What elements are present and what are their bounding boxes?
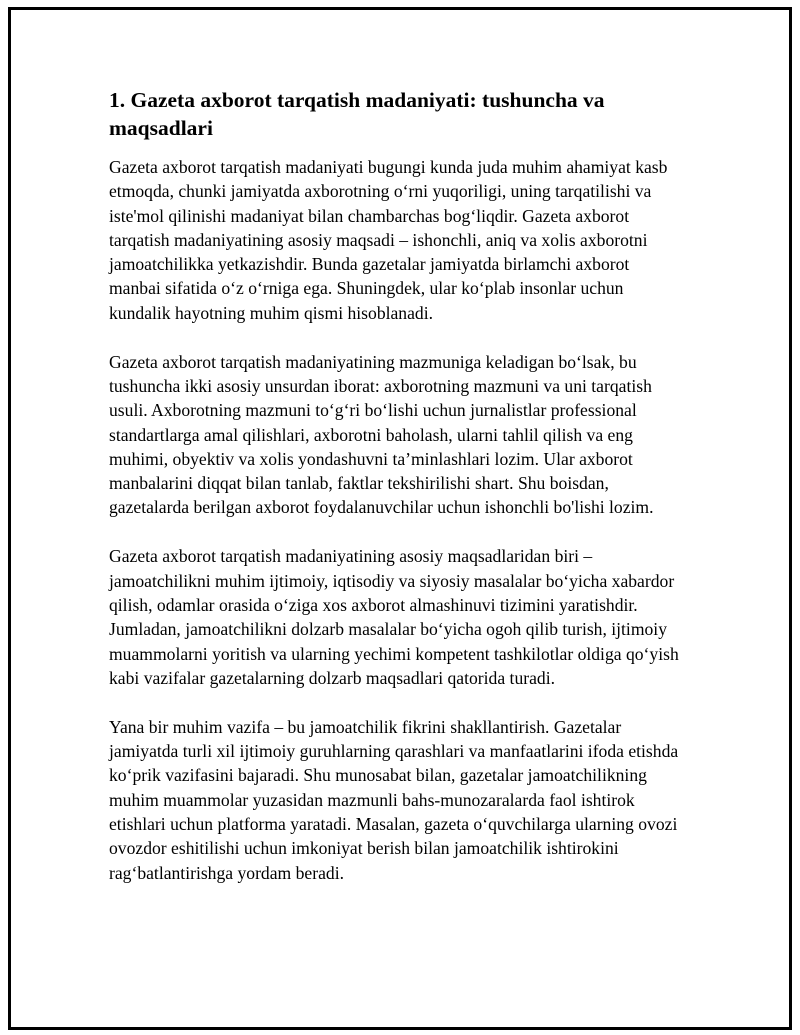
document-body (109, 86, 684, 909)
paragraph: Gazeta axborot tarqatish madaniyati bugungi kunda juda muhim ahamiyat kasb etmoqda, chunki jamiyatda axborotning oʻrni yuqoriligi, uning tarqatilishi va iste'mol qilinishi madaniyat bilan chambarchas bogʻliqdir. Gazeta axborot tarqatish madaniyatining asosiy maqsadi – ishonchli, aniq va xolis axborotni jamoatchilikka yetkazishdir. Bunda gazetalar jamiyatda birlamchi axborot manbai sifatida oʻz oʻrniga ega. Shuningdek, ular koʻplab insonlar uchun kundalik hayotning muhim qismi hisoblanadi. (109, 157, 668, 323)
section-heading: 1. Gazeta axborot tarqatish madaniyati: tushuncha va maqsadlari (109, 88, 605, 140)
paragraph: Gazeta axborot tarqatish madaniyatining mazmuniga keladigan boʻlsak, bu tushuncha ikki asosiy unsurdan iborat: axborotning mazmuni va uni tarqatish usuli. Axborotning mazmuni toʻgʻri boʻlishi uchun jurnalistlar professional standartlarga amal qilishlari, axborotni baholash, ularni tahlil qilish va eng muhimi, obyektiv va xolis yondashuvni ta’minlashlari lozim. Ular axborot manbalarini diqqat bilan tanlab, faktlar tekshirilishi shart. Shu boisdan, gazetalarda berilgan axborot foydalanuvchilar uchun ishonchli bo'lishi lozim. (109, 351, 654, 518)
paragraph: Gazeta axborot tarqatish madaniyatining asosiy maqsadlaridan biri – jamoatchilikni muhim ijtimoiy, iqtisodiy va siyosiy masalalar boʻyicha xabardor qilish, odamlar orasida oʻziga xos axborot almashinuvi tizimini yaratishdir. Jumladan, jamoatchilikni dolzarb masalalar boʻyicha ogoh qilib turish, ijtimoiy muammolarni yoritish va ularning yechimi kompetent tashkilotlar oldiga qoʻyish kabi vazifalar gazetalarning dolzarb maqsadlari qatorida turadi. (109, 546, 679, 688)
paragraph: Yana bir muhim vazifa – bu jamoatchilik fikrini shakllantirish. Gazetalar jamiyatda turli xil ijtimoiy guruhlarning qarashlari va manfaatlarini ifoda etishda koʻprik vazifasini bajaradi. Shu munosabat bilan, gazetalar jamoatchilikning muhim muammolar yuzasidan mazmunli bahs-munozaralarda faol ishtirok etishlari uchun platforma yaratadi. Masalan, gazeta oʻquvchilarga ularning ovozi ovozdor eshitilishi uchun imkoniyat berish bilan jamoatchilik ishtirokini ragʻbatlantirishga yordam beradi. (109, 716, 679, 883)
